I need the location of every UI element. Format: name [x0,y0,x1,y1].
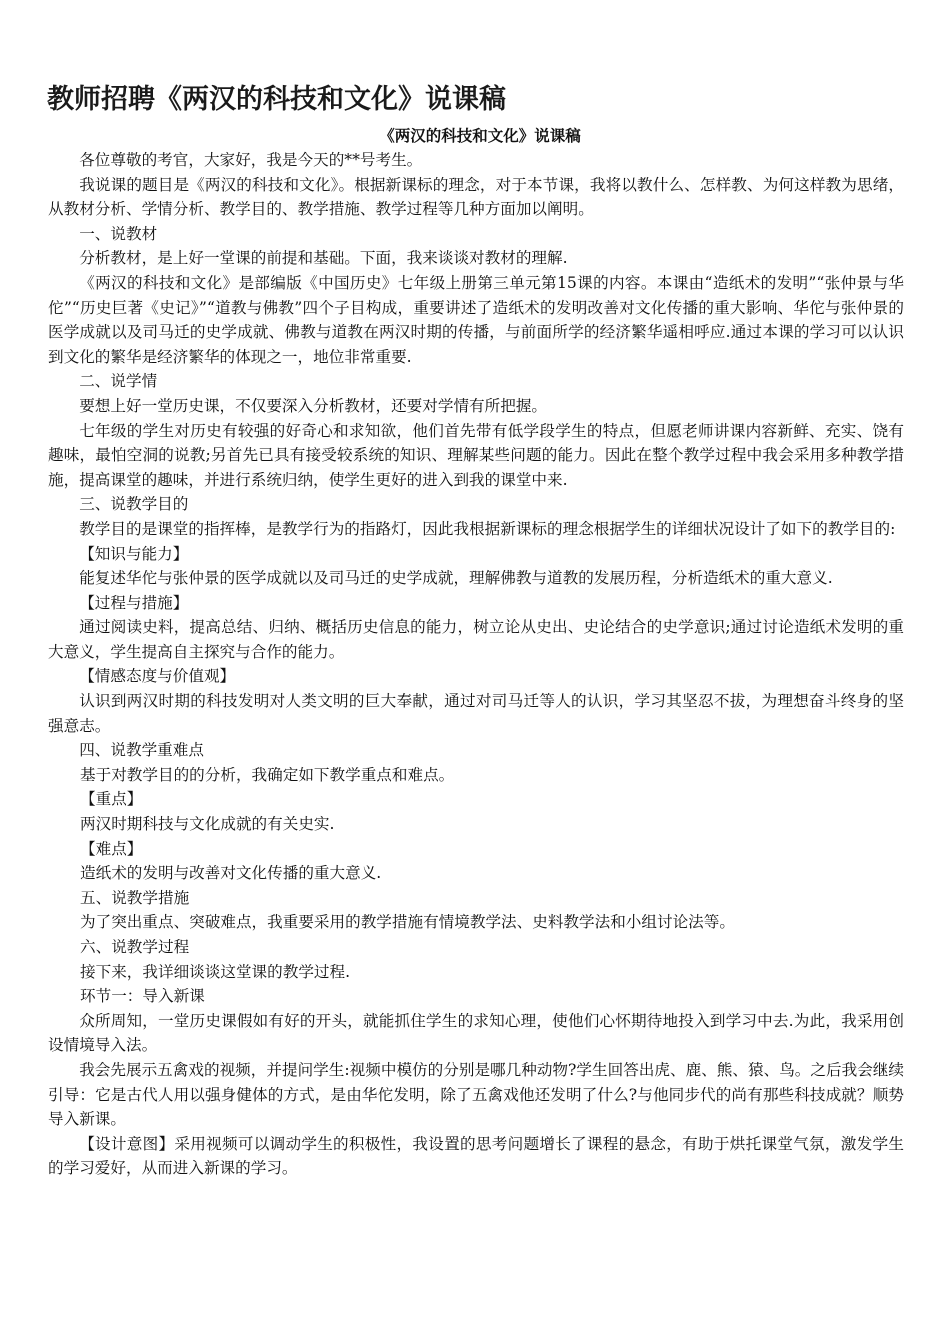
paragraph: 我会先展示五禽戏的视频，并提问学生:视频中模仿的分别是哪几种动物?学生回答出虎、鹿、熊、猿、鸟。之后我会继续引导：它是古代人用以强身健体的方式，是由华佗发明，除了五禽戏他还发明了什么?与他同步代的尚有那些科技成就？顺势导入新课。 [48,1060,904,1129]
document-body [48,148,904,1181]
section-heading-objectives: 三、说教学目的 [79,495,189,514]
subheading-key: 【重点】 [80,790,143,809]
paragraph: 通过阅读史料，提高总结、归纳、概括历史信息的能力，树立论从史出、史论结合的史学意识;通过讨论造纸术发明的重大意义，学生提高自主探究与合作的能力。 [48,618,904,661]
paragraph-greeting: 各位尊敬的考官，大家好，我是今天的**号考生。 [79,151,423,169]
paragraph: 要想上好一堂历史课，不仅要深入分析教材，还要对学情有所把握。 [79,396,548,415]
paragraph: 为了突出重点、突破难点，我重要采用的教学措施有情境教学法、史料教学法和小组讨论法等。 [80,913,735,932]
paragraph-intro: 我说课的题目是《两汉的科技和文化》。根据新课标的理念，对于本节课，我将以教什么、怎样教、为何这样教为思绪，从教材分析、学情分析、教学目的、教学措施、教学过程等几种方面加以阐明。 [48,175,904,219]
paragraph-design-intent: 【设计意图】采用视频可以调动学生的积极性，我设置的思考问题增长了课程的悬念，有助于烘托课堂气氛，激发学生的学习爱好，从而进入新课的学习。 [48,1134,904,1178]
paragraph: 七年级的学生对历史有较强的好奇心和求知欲，他们首先带有低学段学生的特点，但愿老师讲课内容新鲜、充实、饶有趣味，最怕空洞的说教;另首先已具有接受较系统的知识、理解某些问题的能力。因此在整个教学过程中我会采用多种教学措施，提高课堂的趣味，并进行系统归纳，使学生更好的进入到我的课堂中来. [48,421,904,489]
section-heading-key-points: 四、说教学重难点 [79,741,204,760]
paragraph: 造纸术的发明与改善对文化传播的重大意义. [80,864,382,883]
document-title: 教师招聘《两汉的科技和文化》说课稿 [47,84,506,115]
section-heading-students: 二、说学情 [79,372,158,391]
paragraph: 教学目的是课堂的指挥棒，是教学行为的指路灯，因此我根据新课标的理念根据学生的详细状况设计了如下的教学目的: [79,519,896,538]
document-subtitle: 《两汉的科技和文化》说课稿 [379,126,581,145]
paragraph: 基于对教学目的的分析，我确定如下教学重点和难点。 [80,765,455,784]
subheading-process: 【过程与措施】 [79,593,189,612]
section-heading-methods: 五、说教学措施 [80,888,190,907]
paragraph: 接下来，我详细谈谈这堂课的教学过程. [80,962,351,981]
subheading-step-one: 环节一：导入新课 [80,987,205,1006]
subheading-knowledge: 【知识与能力】 [79,544,189,563]
paragraph: 《两汉的科技和文化》是部编版《中国历史》七年级上册第三单元第15课的内容。本课由“造纸术的发明”“张仲景与华佗”“历史巨著《史记》”“道教与佛教”四个子目构成，重要讲述了造纸术的发明改善对文化传播的重大影响、华佗与张仲景的医学成就以及司马迁的史学成就、佛教与道教在两汉时期的传播，与前面所学的经济繁华遥相呼应.通过本课的学习可以认识到文化的繁华是经济繁华的体现之一，地位非常重要. [48,273,904,366]
paragraph: 分析教材，是上好一堂课的前提和基础。下面，我来谈谈对教材的理解. [79,249,568,268]
subheading-difficulty: 【难点】 [80,839,143,858]
subheading-attitude: 【情感态度与价值观】 [79,667,236,686]
section-heading-textbook: 一、说教材 [79,224,158,243]
paragraph: 能复述华佗与张仲景的医学成就以及司马迁的史学成就，理解佛教与道教的发展历程，分析造纸术的重大意义. [79,569,833,588]
paragraph: 众所周知，一堂历史课假如有好的开头，就能抓住学生的求知心理，使他们心怀期待地投入到学习中去.为此，我采用创设情境导入法。 [48,1011,904,1055]
paragraph: 认识到两汉时期的科技发明对人类文明的巨大奉献，通过对司马迁等人的认识，学习其坚忍不拔，为理想奋斗终身的坚强意志。 [48,692,904,735]
paragraph: 两汉时期科技与文化成就的有关史实. [80,815,335,834]
section-heading-process: 六、说教学过程 [80,938,190,956]
